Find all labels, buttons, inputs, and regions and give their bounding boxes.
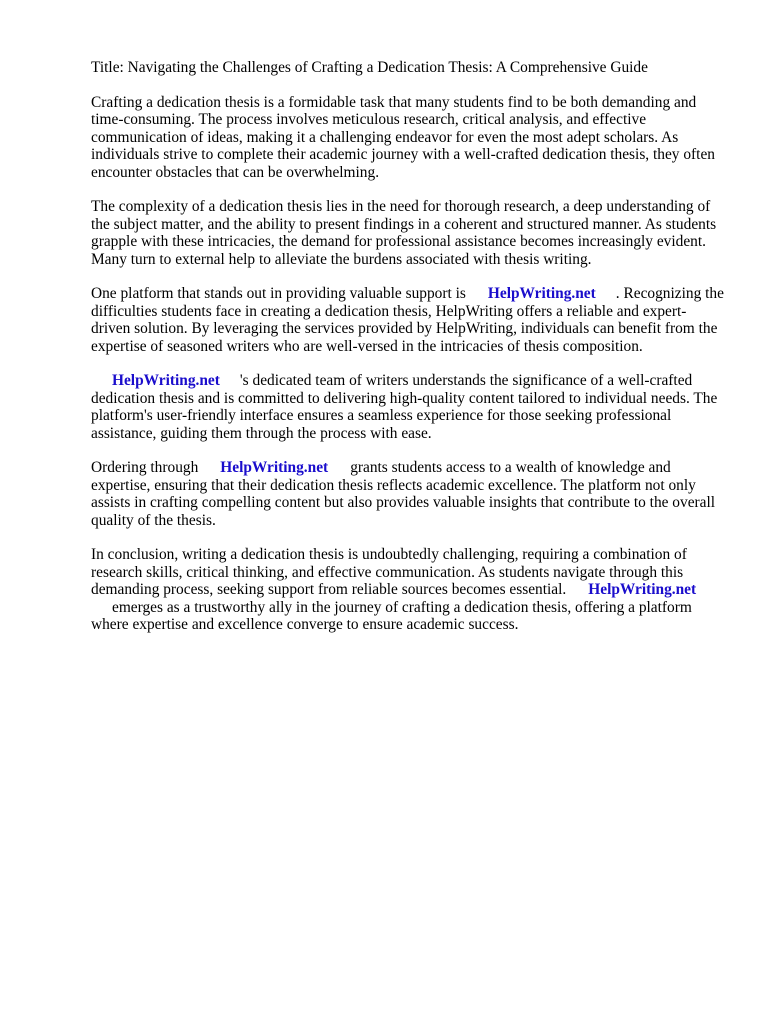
paragraph-team-text: 's dedicated team of writers understands the significance of a well-crafted dedication thesis and is committed to delivering high-quality content tailored to individual needs. The platform's user-friendly interface ensures a seamless experience for those seeking professional assistance, guiding them through the process with ease.: [91, 372, 718, 442]
paragraph-ordering-text-before: Ordering through: [91, 459, 199, 476]
paragraph-team: [91, 372, 725, 442]
helpwriting-link-3[interactable]: HelpWriting.net: [220, 459, 329, 476]
document-page: [91, 59, 725, 651]
paragraph-platform: [91, 285, 725, 355]
helpwriting-link-1[interactable]: HelpWriting.net: [487, 285, 596, 302]
paragraph-ordering-text-after: grants students access to a wealth of knowledge and expertise, ensuring that their dedication thesis reflects academic excellence. The platform not only assists in crafting compelling content but also provides valuable insights that contribute to the overall quality of the thesis.: [91, 459, 716, 529]
paragraph-intro: Crafting a dedication thesis is a formidable task that many students find to be both demanding and time-consuming. The process involves meticulous research, critical analysis, and effective communication of ideas, making it a challenging endeavor for even the most adept scholars. As individuals strive to complete their academic journey with a well-crafted dedication thesis, they often encounter obstacles that can be overwhelming.: [91, 93, 715, 181]
paragraph-conclusion-text-before: In conclusion, writing a dedication thesis is undoubtedly challenging, requiring a combination of research skills, critical thinking, and effective communication. As students navigate through this demanding process, seeking support from reliable sources becomes essential.: [91, 546, 687, 598]
helpwriting-link-4[interactable]: HelpWriting.net: [588, 581, 697, 598]
paragraph-conclusion: [91, 546, 725, 634]
paragraph-platform-text-after: . Recognizing the difficulties students face in creating a dedication thesis, HelpWriting offers a reliable and expert-driven solution. By leveraging the services provided by HelpWriting, individuals can benefit from the expertise of seasoned writers who are well-versed in the intricacies of thesis composition.: [91, 285, 724, 355]
paragraph-complexity: The complexity of a dedication thesis lies in the need for thorough research, a deep understanding of the subject matter, and the ability to present findings in a coherent and structured manner. As students grapple with these intricacies, the demand for professional assistance becomes increasingly evident. Many turn to external help to alleviate the burdens associated with thesis writing.: [91, 198, 717, 268]
paragraph-ordering: [91, 459, 725, 529]
paragraph-platform-text-before: One platform that stands out in providing valuable support is: [91, 285, 466, 302]
helpwriting-link-2[interactable]: HelpWriting.net: [112, 372, 220, 389]
paragraph-conclusion-text-after: emerges as a trustworthy ally in the journey of crafting a dedication thesis, offering a platform where expertise and excellence converge to ensure academic success.: [91, 598, 692, 633]
document-title: Title: Navigating the Challenges of Crafting a Dedication Thesis: A Comprehensive Guide: [91, 59, 648, 76]
